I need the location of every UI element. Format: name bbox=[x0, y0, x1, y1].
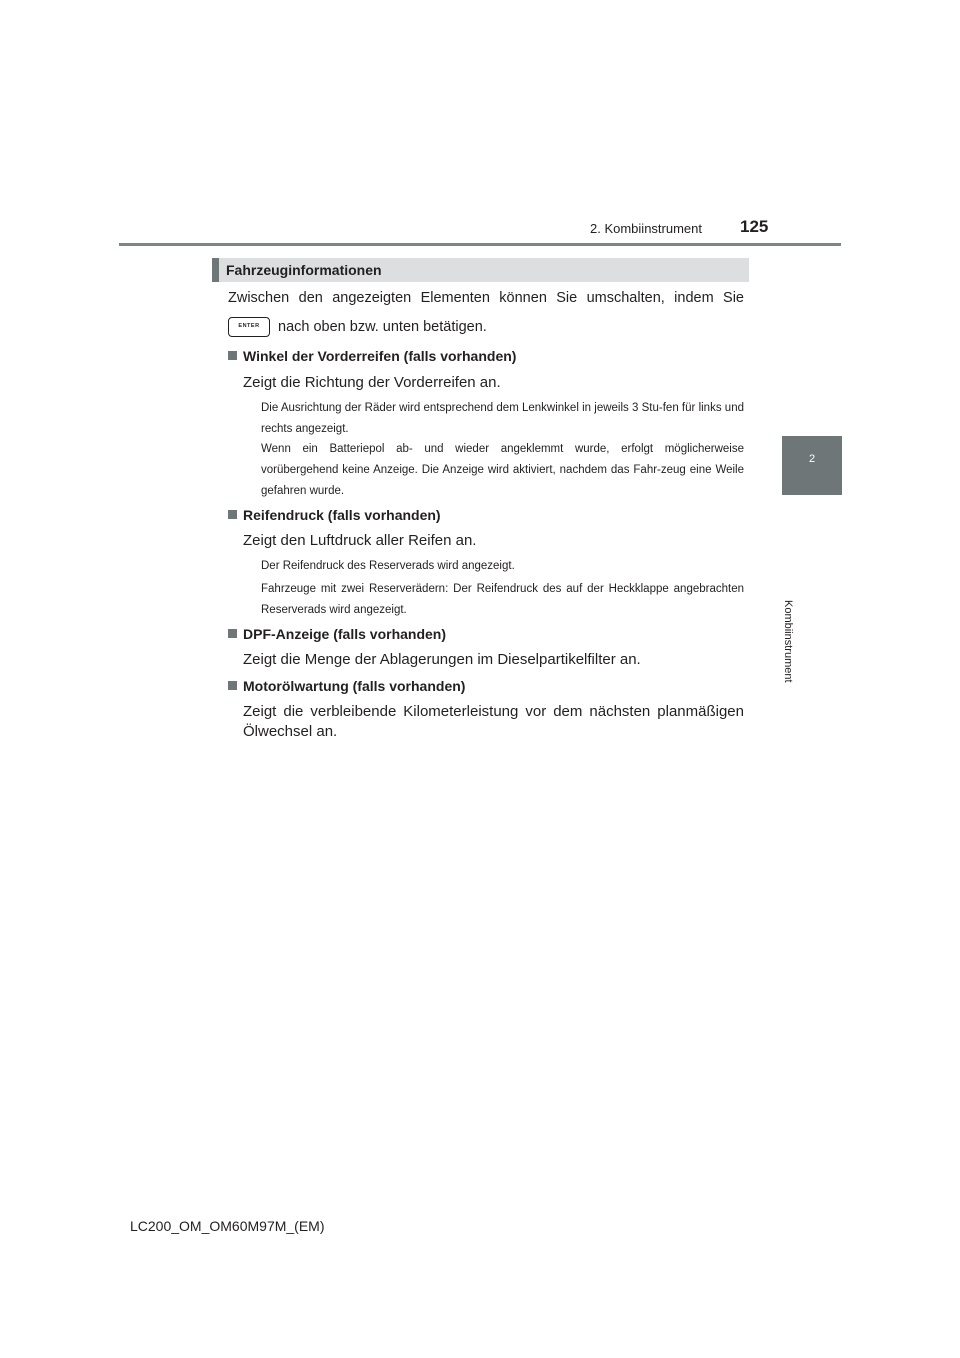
bullet-square-icon bbox=[228, 629, 237, 638]
item-description: Zeigt die Menge der Ablagerungen im Dieselpartikelfilter an. bbox=[243, 651, 641, 668]
intro-text: Zwischen den angezeigten Elementen können Sie umschalten, indem Sie bbox=[228, 290, 744, 306]
chapter-title: 2. Kombiinstrument bbox=[590, 221, 702, 236]
item-heading bbox=[228, 626, 446, 642]
item-heading-text: DPF-Anzeige (falls vorhanden) bbox=[243, 626, 447, 642]
item-note: Die Ausrichtung der Räder wird entsprechend dem Lenkwinkel in jeweils 3 Stu-fen für links und rechts angezeigt. bbox=[261, 402, 744, 435]
enter-instruction-text: nach oben bzw. unten betätigen. bbox=[278, 319, 487, 335]
bullet-square-icon bbox=[228, 351, 237, 360]
item-note: Fahrzeuge mit zwei Reserverädern: Der Reifendruck des auf der Heckklappe angebrachten Reserverads wird angezeigt. bbox=[261, 583, 744, 616]
chapter-tab-number: 2 bbox=[808, 453, 816, 465]
item-description: Zeigt die Richtung der Vorderreifen an. bbox=[243, 374, 501, 391]
document-code: LC200_OM_OM60M97M_(EM) bbox=[130, 1218, 325, 1234]
item-heading-text: Motorölwartung (falls vorhanden) bbox=[243, 678, 466, 694]
item-note: Wenn ein Batteriepol ab- und wieder angeklemmt wurde, erfolgt möglicherweise vorübergehend keine Anzeige. Die Anzeige wird aktiviert, nachdem das Fahr-zeug eine Weile gefahren wurde. bbox=[261, 443, 744, 497]
item-heading bbox=[228, 678, 465, 694]
item-heading-text: Winkel der Vorderreifen (falls vorhanden) bbox=[243, 348, 517, 364]
enter-switch-icon bbox=[228, 317, 270, 337]
item-description: Zeigt die verbleibende Kilometerleistung vor dem nächsten planmäßigen Ölwechsel an. bbox=[243, 703, 744, 740]
chapter-tab-label: Kombiinstrument bbox=[782, 600, 794, 683]
item-description: Zeigt den Luftdruck aller Reifen an. bbox=[243, 532, 477, 549]
page-number: 125 bbox=[740, 217, 769, 236]
header-divider bbox=[119, 243, 841, 246]
bullet-square-icon bbox=[228, 510, 237, 519]
item-heading bbox=[228, 348, 516, 364]
bullet-square-icon bbox=[228, 681, 237, 690]
section-heading bbox=[212, 258, 749, 282]
item-heading bbox=[228, 507, 441, 523]
item-note: Der Reifendruck des Reserverads wird angezeigt. bbox=[261, 560, 515, 572]
section-title: Fahrzeuginformationen bbox=[226, 262, 382, 278]
enter-switch-label: ENTER bbox=[238, 323, 260, 329]
item-heading-text: Reifendruck (falls vorhanden) bbox=[243, 507, 441, 523]
section-accent bbox=[212, 258, 219, 282]
chapter-tab bbox=[782, 436, 842, 495]
